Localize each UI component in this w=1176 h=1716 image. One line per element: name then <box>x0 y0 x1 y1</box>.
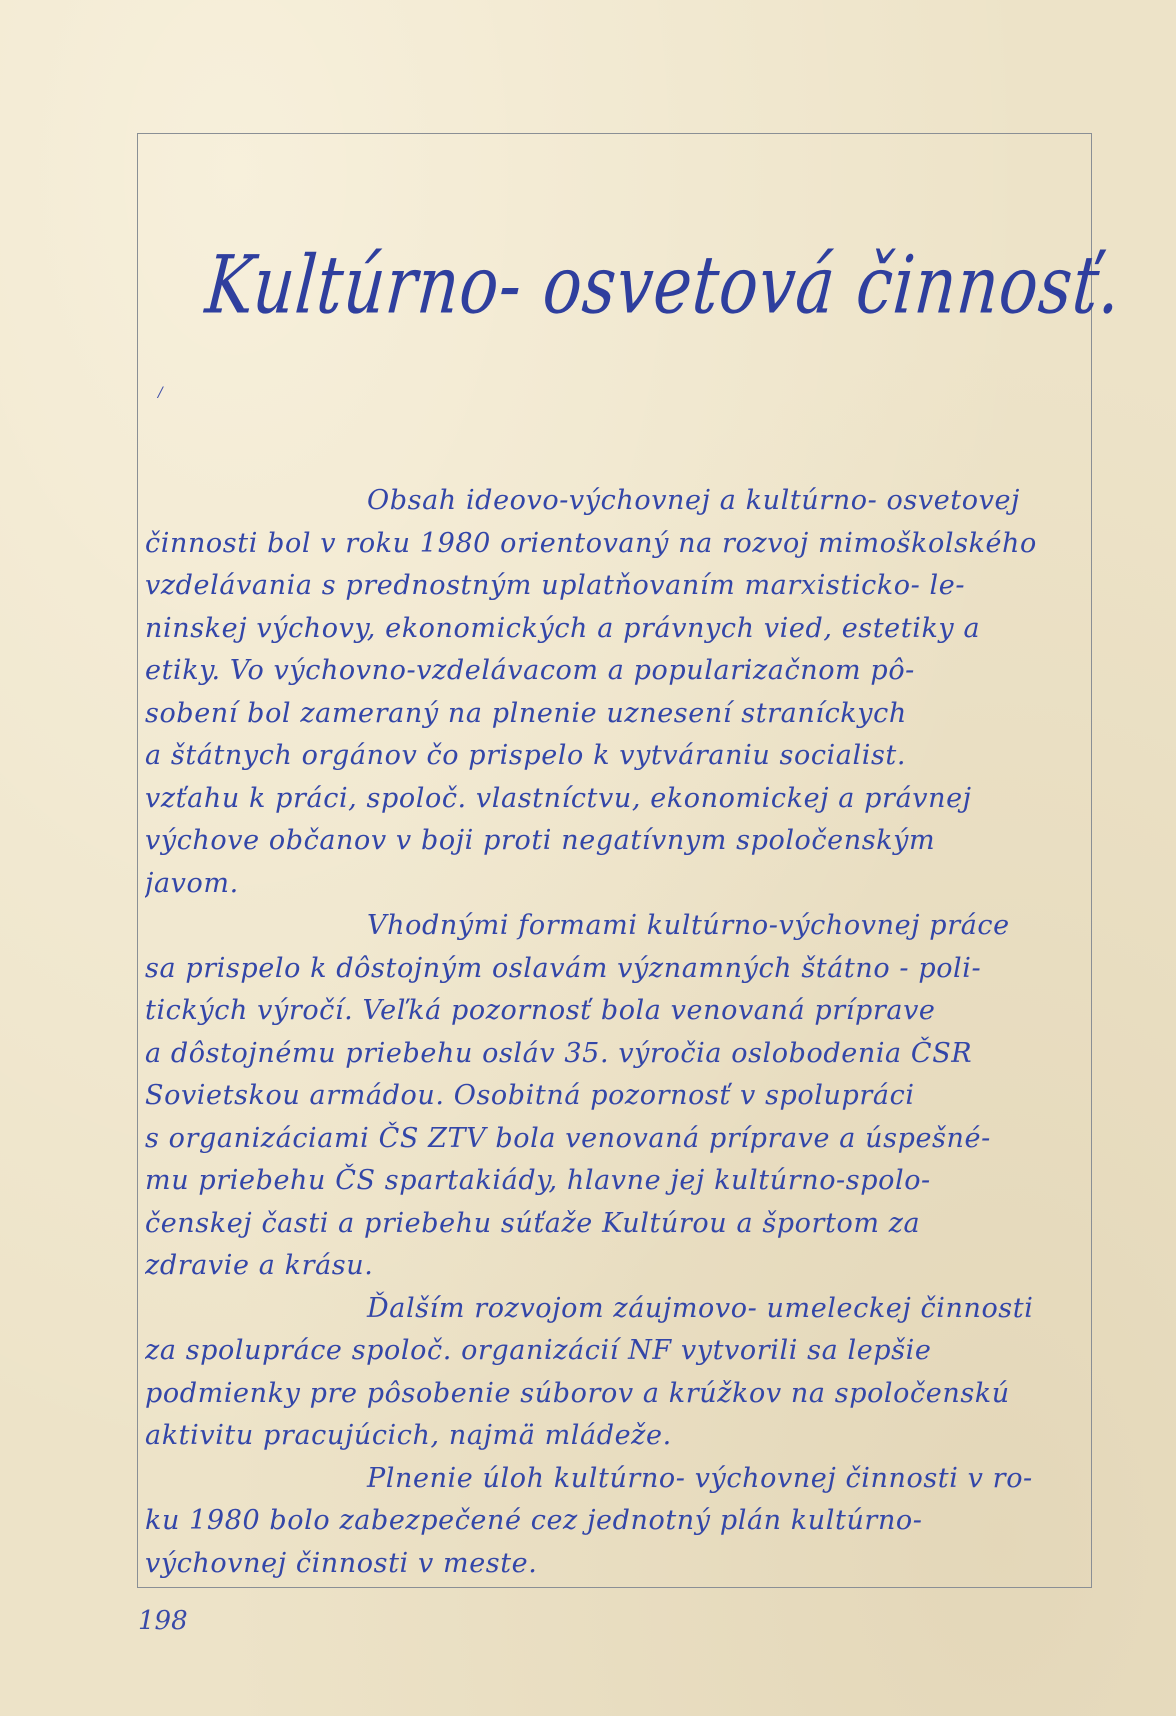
text-line: Ďalším rozvojom záujmovo- umeleckej činnosti <box>367 1292 1034 1324</box>
text-line: Vhodnými formami kultúrno-výchovnej práce <box>367 910 1010 941</box>
document-title: Kultúrno- osvetová činnosť. <box>202 240 1125 333</box>
text-line: sobení bol zameraný na plnenie uznesení straníckych <box>145 697 907 729</box>
text-line: aktivitu pracujúcich, najmä mládeže. <box>145 1420 672 1451</box>
text-line: sa prispelo k dôstojným oslavám významných štátno - poli- <box>145 952 982 984</box>
text-line: činnosti bol v roku 1980 orientovaný na rozvoj mimoškolského <box>145 527 1037 559</box>
text-line: a dôstojnému priebehu osláv 35. výročia oslobodenia ČSR <box>145 1037 973 1069</box>
text-line: zdravie a krásu. <box>145 1250 374 1281</box>
text-line: Plnenie úloh kultúrno- výchovnej činnosti v ro- <box>367 1462 1033 1494</box>
stray-pen-mark: / <box>158 385 163 401</box>
text-line: výchove občanov v boji proti negatívnym spoločenským <box>145 825 936 856</box>
text-line: výchovnej činnosti v meste. <box>145 1547 538 1579</box>
text-line: Sovietskou armádou. Osobitná pozornosť v spolupráci <box>145 1080 915 1111</box>
text-line: javom. <box>145 867 239 899</box>
handwritten-body <box>145 480 1085 1585</box>
text-line: podmienky pre pôsobenie súborov a krúžkov na spoločenskú <box>145 1377 1010 1409</box>
text-line: ninskej výchovy, ekonomických a právnych vied, estetiky a <box>145 612 981 644</box>
page-number: 198 <box>138 1606 188 1636</box>
text-line: vzťahu k práci, spoloč. vlastníctvu, ekonomickej a právnej <box>145 782 972 814</box>
text-line: za spolupráce spoloč. organizácií NF vytvorili sa lepšie <box>145 1335 932 1366</box>
text-line: mu priebehu ČS spartakiády, hlavne jej kultúrno-spolo- <box>145 1165 931 1196</box>
text-line: Obsah ideovo-výchovnej a kultúrno- osvetovej <box>367 485 1020 516</box>
text-line: s organizáciami ČS ZTV bola venovaná príprave a úspešné- <box>145 1122 991 1154</box>
text-line: tických výročí. Veľká pozornosť bola venovaná príprave <box>145 995 936 1026</box>
text-line: čenskej časti a priebehu súťaže Kultúrou a športom za <box>145 1207 921 1239</box>
text-line: a štátnych orgánov čo prispelo k vytváraniu socialist. <box>145 740 907 771</box>
text-line: etiky. Vo výchovno-vzdelávacom a popularizačnom pô- <box>145 655 915 686</box>
text-line: ku 1980 bolo zabezpečené cez jednotný plán kultúrno- <box>145 1505 923 1536</box>
text-line: vzdelávania s prednostným uplatňovaním marxisticko- le- <box>145 570 966 601</box>
